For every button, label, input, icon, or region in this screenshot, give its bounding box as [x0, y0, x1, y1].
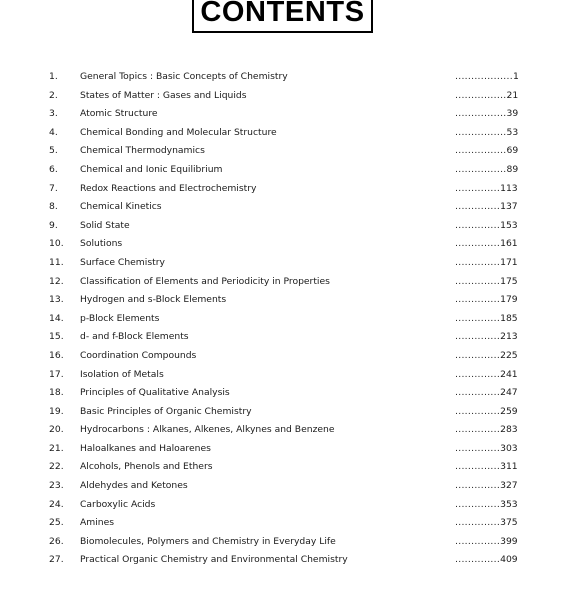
toc-entry-page-leader [455, 87, 517, 106]
toc-entry-number: 13. [49, 294, 64, 306]
toc-entry [0, 142, 569, 161]
toc-entry [0, 421, 569, 440]
toc-entry-page-number: 175 [500, 275, 518, 287]
toc-entry-title: p-Block Elements [80, 312, 160, 324]
toc-entry [0, 533, 569, 552]
toc-entry-page-leader [455, 347, 517, 366]
dot-leader: .............. [455, 554, 501, 566]
toc-entry-page-leader [455, 384, 517, 403]
toc-entry-number: 4. [49, 126, 58, 138]
toc-entry-page-leader [455, 514, 517, 533]
dot-leader: .............. [455, 480, 501, 492]
dot-leader: .............. [455, 349, 501, 361]
toc-entry-title: Chemical and Ionic Equilibrium [80, 163, 223, 175]
toc-entry-page-leader [455, 235, 517, 254]
toc-entry-page-number: 311 [500, 461, 518, 473]
toc-entry-number: 18. [49, 387, 64, 399]
toc-entry-page-number: 153 [500, 219, 518, 231]
toc-entry-page-number: 53 [506, 126, 519, 138]
toc-entry-page-leader [455, 142, 517, 161]
toc-entry-page-leader [455, 421, 517, 440]
toc-entry-number: 19. [49, 405, 64, 417]
toc-entry-page-leader [455, 533, 517, 552]
dot-leader: .............. [455, 238, 501, 250]
toc-entry-page-leader [455, 477, 517, 496]
toc-entry [0, 180, 569, 199]
table-of-contents [0, 68, 569, 570]
dot-leader: ................ [455, 163, 507, 175]
dot-leader: .............. [455, 312, 501, 324]
toc-entry-page-number: 171 [500, 256, 518, 268]
toc-entry-title: Alcohols, Phenols and Ethers [80, 461, 213, 473]
toc-entry-page-number: 259 [500, 405, 518, 417]
toc-entry-page-leader [455, 161, 517, 180]
toc-entry-page-leader [455, 440, 517, 459]
toc-entry-number: 25. [49, 517, 64, 529]
toc-entry-title: Chemical Kinetics [80, 201, 162, 213]
toc-entry-page-number: 89 [506, 163, 519, 175]
dot-leader: ................ [455, 126, 507, 138]
toc-entry-page-leader [455, 551, 517, 570]
toc-entry-title: Amines [80, 517, 115, 529]
toc-entry-title: Isolation of Metals [80, 368, 164, 380]
toc-entry-number: 20. [49, 424, 64, 436]
toc-entry [0, 235, 569, 254]
toc-entry-title: States of Matter : Gases and Liquids [80, 89, 247, 101]
toc-entry-page-number: 303 [500, 442, 518, 454]
toc-entry-title: Aldehydes and Ketones [80, 480, 188, 492]
toc-entry-page-number: 185 [500, 312, 518, 324]
dot-leader: .............. [455, 535, 501, 547]
toc-entry-number: 9. [49, 219, 58, 231]
toc-entry-title: Practical Organic Chemistry and Environmental Chemistry [80, 554, 348, 566]
toc-entry-page-number: 409 [500, 554, 518, 566]
toc-entry-title: Haloalkanes and Haloarenes [80, 442, 211, 454]
toc-entry-number: 11. [49, 256, 64, 268]
toc-entry-page-number: 1 [512, 71, 519, 82]
dot-leader: ................ [455, 145, 507, 157]
toc-entry-page-leader [455, 198, 517, 217]
toc-entry-page-leader [455, 105, 517, 124]
dot-leader: .............. [455, 256, 501, 268]
toc-entry-page-number: 137 [500, 201, 518, 213]
toc-entry [0, 124, 569, 143]
dot-leader: .............. [455, 201, 501, 213]
toc-entry-number: 16. [49, 349, 64, 361]
toc-entry [0, 384, 569, 403]
toc-entry [0, 347, 569, 366]
toc-entry-title: Principles of Qualitative Analysis [80, 387, 230, 399]
toc-entry-title: Chemical Thermodynamics [80, 145, 205, 157]
toc-entry [0, 440, 569, 459]
toc-entry-number: 3. [49, 108, 58, 120]
toc-entry-number: 12. [49, 275, 64, 287]
toc-entry-title: Atomic Structure [80, 108, 158, 120]
dot-leader: .............. [455, 498, 501, 510]
toc-entry [0, 273, 569, 292]
toc-entry-page-number: 213 [500, 331, 518, 343]
toc-entry-page-leader [455, 273, 517, 292]
toc-entry [0, 551, 569, 570]
toc-entry-number: 1. [49, 71, 58, 82]
toc-entry [0, 87, 569, 106]
toc-entry-page-leader [455, 254, 517, 273]
toc-entry-title: Biomolecules, Polymers and Chemistry in Everyday Life [80, 535, 336, 547]
toc-entry-number: 22. [49, 461, 64, 473]
toc-entry-number: 26. [49, 535, 64, 547]
dot-leader: .............. [455, 219, 501, 231]
toc-entry-title: Chemical Bonding and Molecular Structure [80, 126, 277, 138]
toc-entry-page-leader [455, 328, 517, 347]
toc-entry-title: General Topics : Basic Concepts of Chemistry [80, 71, 288, 82]
dot-leader: .............. [455, 517, 501, 529]
toc-entry-page-number: 113 [500, 182, 518, 194]
toc-entry [0, 161, 569, 180]
toc-entry-page-leader [455, 496, 517, 515]
toc-entry-number: 10. [49, 238, 64, 250]
toc-entry [0, 217, 569, 236]
toc-entry-page-leader [455, 291, 517, 310]
toc-entry-page-number: 283 [500, 424, 518, 436]
dot-leader: .............. [455, 387, 501, 399]
toc-entry [0, 366, 569, 385]
toc-entry-number: 6. [49, 163, 58, 175]
toc-entry-page-number: 375 [500, 517, 518, 529]
toc-entry-page-leader [455, 366, 517, 385]
toc-entry-number: 15. [49, 331, 64, 343]
toc-entry-number: 17. [49, 368, 64, 380]
toc-entry [0, 310, 569, 329]
toc-entry-page-number: 399 [500, 535, 518, 547]
toc-entry-title: Carboxylic Acids [80, 498, 156, 510]
toc-entry [0, 403, 569, 422]
toc-entry [0, 458, 569, 477]
toc-entry-page-number: 353 [500, 498, 518, 510]
toc-entry-page-leader [455, 310, 517, 329]
toc-entry-title: Hydrocarbons : Alkanes, Alkenes, Alkynes and Benzene [80, 424, 335, 436]
dot-leader: .............. [455, 368, 501, 380]
toc-entry-page-leader [455, 458, 517, 477]
toc-entry-number: 14. [49, 312, 64, 324]
toc-entry-title: Basic Principles of Organic Chemistry [80, 405, 252, 417]
dot-leader: .............. [455, 461, 501, 473]
toc-entry-page-number: 179 [500, 294, 518, 306]
toc-entry [0, 68, 569, 87]
toc-entry-number: 21. [49, 442, 64, 454]
toc-entry [0, 477, 569, 496]
toc-entry-number: 2. [49, 89, 58, 101]
dot-leader: .............. [455, 331, 501, 343]
toc-entry [0, 496, 569, 515]
dot-leader: .............. [455, 442, 501, 454]
toc-entry-page-leader [455, 180, 517, 199]
toc-entry-page-leader [455, 124, 517, 143]
dot-leader: .............. [455, 182, 501, 194]
dot-leader: .............. [455, 424, 501, 436]
toc-entry-title: Coordination Compounds [80, 349, 197, 361]
toc-entry-title: Solid State [80, 219, 130, 231]
dot-leader: ................ [455, 108, 507, 120]
toc-entry-page-number: 161 [500, 238, 518, 250]
dot-leader: ................ [455, 89, 507, 101]
toc-entry-page-number: 225 [500, 349, 518, 361]
toc-entry-page-number: 39 [506, 108, 519, 120]
toc-entry-title: Classification of Elements and Periodicity in Properties [80, 275, 330, 287]
toc-entry-page-number: 247 [500, 387, 518, 399]
toc-entry [0, 254, 569, 273]
toc-entry [0, 328, 569, 347]
toc-entry [0, 105, 569, 124]
toc-entry-page-number: 69 [506, 145, 519, 157]
toc-entry-title: Surface Chemistry [80, 256, 165, 268]
toc-entry [0, 291, 569, 310]
toc-entry-title: Redox Reactions and Electrochemistry [80, 182, 257, 194]
toc-entry-number: 8. [49, 201, 58, 213]
toc-entry-page-leader [455, 217, 517, 236]
toc-entry-page-number: 241 [500, 368, 518, 380]
toc-entry [0, 514, 569, 533]
dot-leader: .............. [455, 294, 501, 306]
toc-entry-page-leader [455, 68, 517, 87]
toc-entry-number: 7. [49, 182, 58, 194]
toc-entry-number: 24. [49, 498, 64, 510]
toc-entry-page-number: 327 [500, 480, 518, 492]
toc-entry-title: d- and f-Block Elements [80, 331, 189, 343]
contents-title-box [192, 0, 373, 33]
toc-entry-title: Solutions [80, 238, 123, 250]
page-title: CONTENTS [200, 0, 365, 28]
toc-entry-title: Hydrogen and s-Block Elements [80, 294, 227, 306]
toc-entry-page-leader [455, 403, 517, 422]
toc-entry-number: 5. [49, 145, 58, 157]
dot-leader: .............. [455, 275, 501, 287]
toc-entry-number: 23. [49, 480, 64, 492]
toc-entry-number: 27. [49, 554, 64, 566]
toc-entry [0, 198, 569, 217]
dot-leader: .............. [455, 405, 501, 417]
dot-leader: .................. [455, 71, 513, 82]
toc-entry-page-number: 21 [506, 89, 519, 101]
